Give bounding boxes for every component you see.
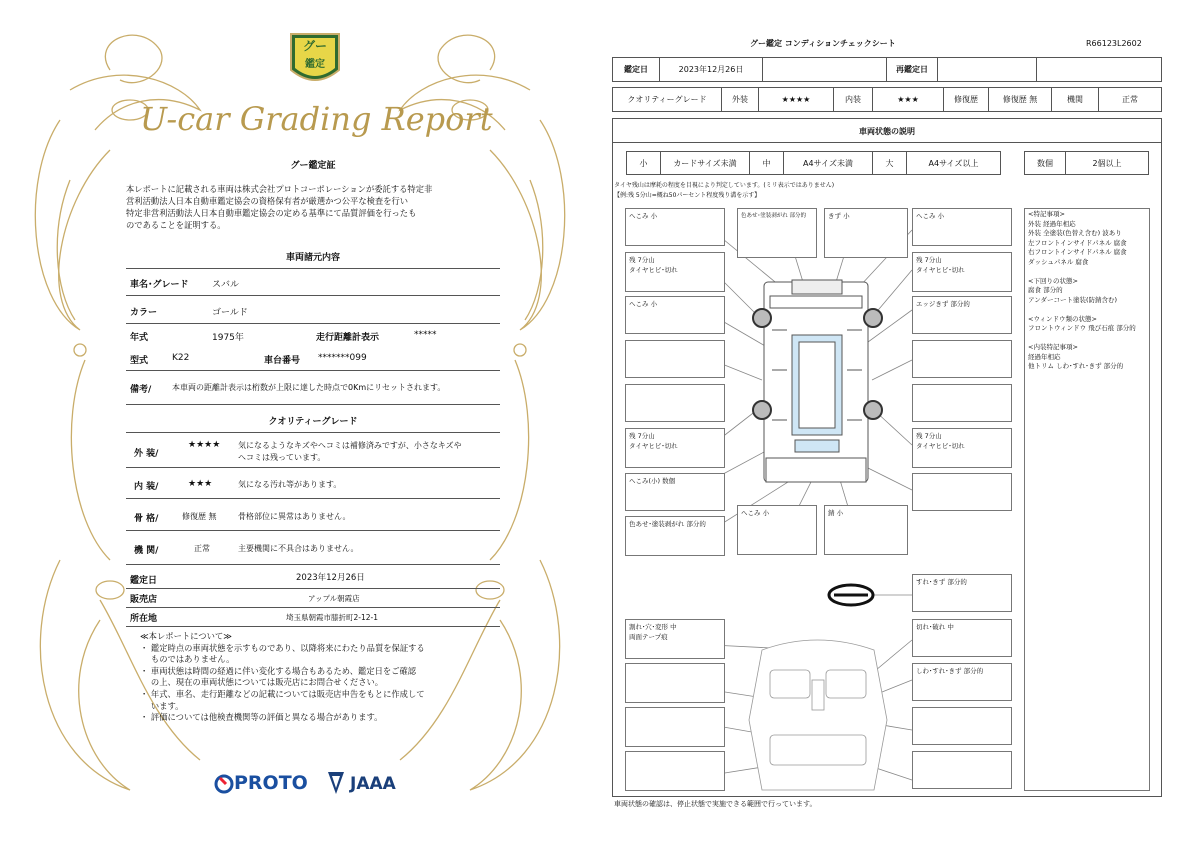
proto-logo-icon (214, 772, 236, 796)
size-mid: 中 (749, 151, 784, 175)
exterior-stars: ★★★★ (188, 440, 221, 450)
note-line: フロントウィンドウ 飛び石痕 部分的 (1028, 324, 1136, 332)
exterior-text: 気になるようなキズやヘコミは補修済みですが、小さなキズや (238, 441, 462, 450)
model-value: K22 (172, 353, 190, 363)
exterior-text: ヘコミは残っています。 (238, 453, 326, 462)
note-line: <ウィンドウ類の状態> (1028, 314, 1098, 323)
exterior-label: 外 装/ (134, 449, 159, 459)
note-line: <特記事項> (1028, 210, 1065, 218)
damage-box-11: へこみ(小) 数個 (625, 473, 725, 511)
damage-box-2: 色あせ･塗装剥がれ 部分的 (737, 208, 817, 258)
repair-value: 修復歴 無 (988, 87, 1052, 112)
shop-value: アップル朝霞店 (308, 594, 360, 603)
note-line: 経過年相応 (1028, 352, 1061, 361)
cert-line: 特定非営利活動法人日本自動車鑑定協会の定める基準にて品質評価を行ったも (126, 208, 417, 218)
note-line: 他トリム しわ･すれ･きず 部分的 (1028, 362, 1124, 370)
notice-line: ものではありません。 (140, 654, 235, 665)
empty-box (912, 707, 1012, 745)
empty-box (625, 751, 725, 791)
address-value: 埼玉県朝霞市膝折町2-12-1 (286, 613, 378, 622)
interior-text: 気になる汚れ等があります。 (238, 480, 342, 489)
empty-box (912, 384, 1012, 422)
spec-row-year (126, 324, 500, 347)
interior-label: 内装 (833, 87, 873, 112)
remarks-label: 備考/ (130, 385, 152, 395)
count-desc: 2個以上 (1065, 151, 1149, 175)
grade-title: クオリティーグレード (268, 417, 358, 427)
note-line: アンダーコート塗装(防錆含む) (1028, 295, 1118, 304)
tire-tread: 残 7分山 (629, 432, 655, 440)
count-label: 数個 (1024, 151, 1066, 175)
damage-box-1: へこみ 小 (625, 208, 725, 246)
explain-title: 車両状態の説明 (859, 127, 915, 136)
tire-note: タイヤ残山は摩耗の程度を目視により判定しています。(ミリ表示ではありません) (614, 182, 835, 189)
cert-text (126, 183, 506, 231)
damage-box-8: エッジきず 部分的 (912, 296, 1012, 334)
empty-box (625, 384, 725, 422)
notice-line: ・ 鑑定時点の車両状態を示すものであり、以降将来にわたり品質を保証する (140, 642, 425, 653)
condition-check-sheet (600, 0, 1200, 848)
shop-label: 販売店 (130, 595, 158, 605)
name-value: スバル (212, 280, 240, 290)
grade-row-frame (126, 499, 500, 531)
grade-row-engine (126, 531, 500, 565)
note-line (1028, 334, 1136, 344)
repair-label: 修復歴 (943, 87, 989, 112)
sheet-title: グー鑑定 コンディションチェックシート (750, 39, 896, 48)
jaaa-logo: JAAA (350, 774, 396, 794)
tire-box-rr (912, 428, 1012, 468)
note-line: 左フロントインサイドパネル 腐食 (1028, 238, 1127, 247)
tire-box-rl (625, 428, 725, 468)
note-line: 腐食 部分的 (1028, 286, 1063, 294)
jaaa-logo-icon (326, 770, 346, 796)
cert-line: 営利活動法人日本自動車鑑定協会の資格保有者が厳選かつ公平な検査を行い (126, 196, 409, 206)
size-small: 小 (626, 151, 661, 175)
notice-line: ・ 年式、車名、走行距離などの記載については販売店申告をもとに作成して (140, 688, 425, 699)
size-large-desc: A4サイズ以上 (906, 151, 1001, 175)
note-line: 右フロントインサイドパネル 腐食 (1028, 248, 1127, 256)
spec-row-remarks (126, 371, 500, 405)
note-line (1028, 267, 1136, 277)
size-large: 大 (872, 151, 907, 175)
date-value: 2023年12月26日 (659, 57, 763, 82)
date-label: 鑑定日 (612, 57, 660, 82)
damage-box-14: 錆 小 (824, 505, 908, 555)
logo-line1: グー (302, 39, 327, 53)
quality-grade-label: クオリティーグレード (612, 87, 722, 112)
mileage-value: ***** (414, 330, 437, 340)
note-line: <下回りの状態> (1028, 276, 1078, 285)
tire-box-fr (912, 252, 1012, 292)
note-line (1028, 305, 1136, 315)
empty-box (625, 707, 725, 747)
tire-tread: 残 7分山 (916, 432, 942, 440)
empty-cell (762, 57, 887, 82)
name-label: 車名･グレード (130, 280, 189, 290)
tire-box-fl (625, 252, 725, 292)
address-row (126, 608, 500, 627)
divider (612, 142, 1162, 143)
engine-value: 正常 (194, 544, 210, 553)
damage-box-18: しわ･すれ･きず 部分的 (912, 663, 1012, 701)
appraisal-date-value: 2023年12月26日 (296, 573, 365, 583)
damage-box-16 (625, 619, 725, 659)
damage-box-12: 色あせ･塗装剥がれ 部分的 (625, 516, 725, 556)
empty-box (912, 751, 1012, 789)
tire-tread: 残 7分山 (629, 256, 655, 264)
sheet-code: R66123L2602 (1086, 39, 1142, 48)
year-value: 1975年 (212, 333, 244, 343)
chassis-value: *******099 (318, 353, 367, 363)
specs-title: 車両諸元内容 (285, 253, 340, 263)
empty-box (912, 473, 1012, 511)
remarks-value: 本車両の距離計表示は桁数が上限に達した時点で0Kmにリセットされます。 (172, 383, 446, 392)
shop-row (126, 589, 500, 608)
notice-line: の上、現在の車両状態については販売店にお問合せください。 (140, 677, 384, 688)
damage-box-3: きず 小 (824, 208, 908, 258)
empty-cell (1036, 57, 1162, 82)
empty-box (625, 663, 725, 703)
interior-stars: ★★★ (872, 87, 944, 112)
appraisal-date-row (126, 566, 500, 589)
frame-label: 骨 格/ (134, 514, 159, 524)
reappraisal-value (937, 57, 1037, 82)
footer-note: 車両状態の確認は、停止状態で実施できる範囲で行っています。 (614, 800, 817, 808)
notice-line: ・ 評価については他検査機関等の評価と異なる場合があります。 (140, 712, 383, 723)
exterior-stars: ★★★★ (758, 87, 834, 112)
frame-text: 骨格部位に異常はありません。 (238, 512, 351, 521)
tire-crack: タイヤヒビ･切れ (629, 266, 678, 274)
damage-box-7: へこみ 小 (625, 296, 725, 334)
interior-label: 内 装/ (134, 482, 159, 492)
grade-row-exterior (126, 432, 500, 468)
notes-list (1028, 210, 1136, 372)
spec-row-name (126, 268, 500, 296)
tire-crack: タイヤヒビ･切れ (629, 442, 678, 450)
empty-box (625, 340, 725, 378)
proto-logo: PROTO (234, 772, 308, 794)
notice-section (140, 631, 425, 724)
model-label: 型式 (130, 356, 149, 366)
engine-label: 機関 (1051, 87, 1099, 112)
spec-row-color (126, 296, 500, 324)
damage-detail: 割れ･穴･変形 中 (629, 623, 677, 631)
empty-box (912, 340, 1012, 378)
exterior-label: 外装 (721, 87, 759, 112)
reappraisal-label: 再鑑定日 (886, 57, 938, 82)
color-value: ゴールド (212, 308, 248, 318)
year-label: 年式 (130, 333, 149, 343)
address-label: 所在地 (130, 614, 158, 624)
script-title: U-car Grading Report (140, 100, 493, 138)
tire-note: 【例:残 5分山=概ね50パーセント程度残り溝を示す】 (614, 192, 761, 199)
cert-line: 本レポートに記載される車両は株式会社プロトコーポレーションが委託する特定非 (126, 184, 433, 194)
size-mid-desc: A4サイズ未満 (783, 151, 873, 175)
damage-box-15: すれ･きず 部分的 (912, 574, 1012, 612)
color-label: カラー (130, 308, 158, 318)
tire-crack: タイヤヒビ･切れ (916, 442, 965, 450)
cert-title: グー鑑定証 (290, 161, 336, 171)
cert-line: のであることを証明する。 (126, 220, 226, 230)
note-line: <内装特記事項> (1028, 343, 1078, 351)
appraisal-date-label: 鑑定日 (130, 576, 158, 586)
notice-line: います。 (140, 700, 184, 711)
interior-stars: ★★★ (188, 479, 213, 489)
damage-detail: 両面テープ痕 (629, 633, 668, 641)
damage-box-4: へこみ 小 (912, 208, 1012, 246)
spec-row-model (126, 348, 500, 371)
grade-row-interior (126, 468, 500, 499)
engine-value: 正常 (1098, 87, 1162, 112)
size-small-desc: カードサイズ未満 (660, 151, 750, 175)
note-line: ダッシュパネル 腐食 (1028, 257, 1089, 266)
logo-line2: 鑑定 (305, 59, 325, 70)
notice-line: ・ 車両状態は時間の経過に伴い変化する場合もあるため、鑑定日をご確認 (140, 665, 417, 676)
note-line: 外装 経過年相応 (1028, 219, 1076, 228)
notice-title: ≪本レポートについて≫ (140, 631, 232, 641)
tire-tread: 残 7分山 (916, 256, 942, 264)
note-line: 外装 全塗装(色替え含む) 波あり (1028, 229, 1122, 237)
engine-label: 機 関/ (134, 546, 159, 556)
tire-crack: タイヤヒビ･切れ (916, 266, 965, 274)
engine-text: 主要機関に不具合はありません。 (238, 544, 359, 553)
chassis-label: 車台番号 (264, 356, 301, 366)
mileage-label: 走行距離計表示 (316, 333, 380, 343)
damage-box-17: 切れ･破れ 中 (912, 619, 1012, 657)
frame-value: 修復歴 無 (182, 512, 217, 521)
damage-box-13: へこみ 小 (737, 505, 817, 555)
